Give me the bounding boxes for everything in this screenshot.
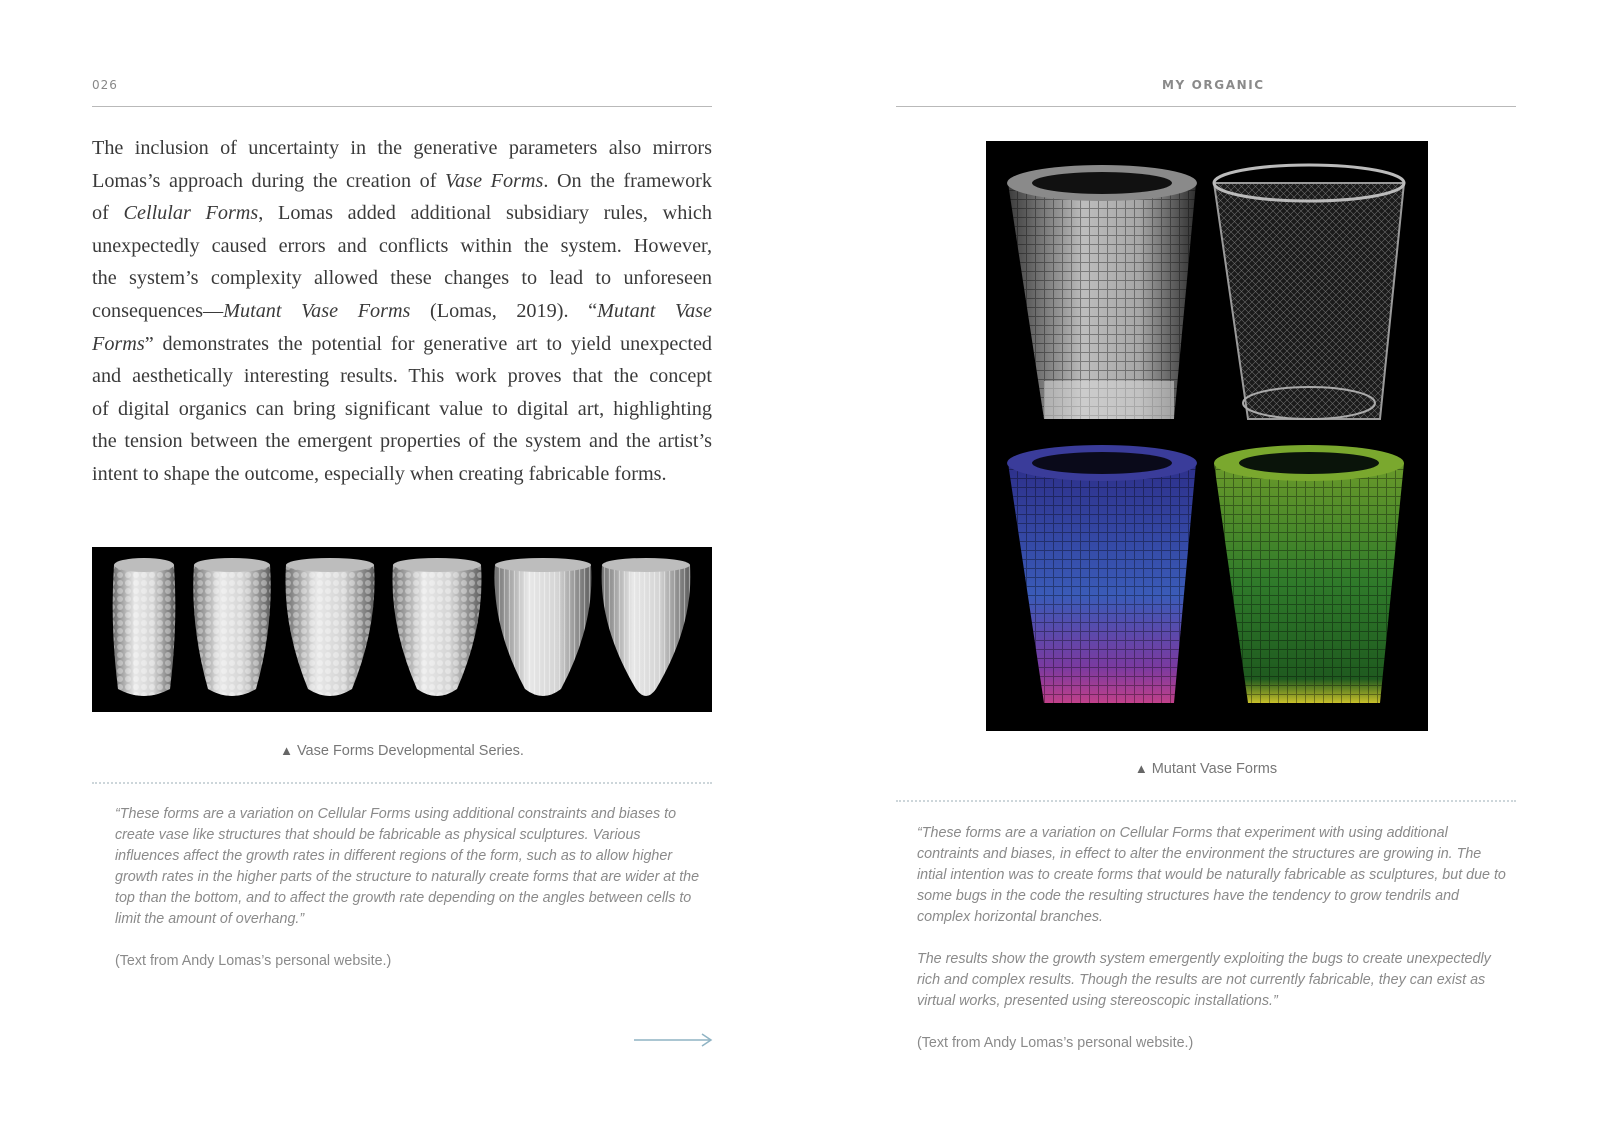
body-text-run: The inclusion of uncertainty in the generative parameters also mirrors	[92, 137, 712, 159]
quote-credit: (Text from Andy Lomas’s personal website.)	[917, 1035, 1194, 1051]
quote-credit: (Text from Andy Lomas’s personal website.)	[115, 953, 392, 969]
body-text-run: , Lomas added additional subsidiary rules, which	[258, 202, 712, 225]
italic-title: Cellular Forms	[123, 202, 259, 225]
vase-texture-5	[495, 565, 592, 696]
body-line	[92, 425, 712, 458]
dotted-separator	[92, 782, 712, 784]
body-line	[92, 262, 712, 295]
body-text-run: of digital organics can bring significant value to digital art, highlighting	[92, 397, 712, 420]
body-line	[92, 165, 712, 198]
italic-title: Vase Forms	[445, 169, 544, 192]
body-paragraph	[92, 132, 712, 491]
body-text-run: and aesthetically interesting results. This work proves that the concept	[92, 365, 712, 388]
vase-series-image	[92, 547, 712, 712]
caption-triangle-icon: ▲	[1134, 761, 1148, 776]
body-text-run: consequences—	[92, 299, 224, 322]
caption-triangle-icon: ▲	[280, 743, 293, 758]
mutant-vase-image	[986, 141, 1428, 731]
caption-text: Mutant Vase Forms	[1151, 761, 1278, 777]
vase-texture-1	[113, 565, 176, 696]
page-number: 026	[92, 78, 118, 92]
vase-rim-4	[393, 558, 481, 572]
body-line	[92, 458, 712, 491]
quote-text-para-1: “These forms are a variation on Cellular Forms that experiment with using additional contraints and biases, in effect to alter the environment the structures are growing in. The intial intention was to create forms that would be naturally fabricable as sculptures, but due to some bugs in the code the resulting structures have the tendency to grow tendrils and complex horizontal branches.	[917, 825, 1506, 925]
italic-title: Forms	[92, 332, 145, 355]
quote-block	[115, 804, 705, 972]
next-page-arrow-icon[interactable]	[632, 1030, 714, 1050]
vase-rim-6	[602, 558, 690, 572]
vase-texture-2	[193, 565, 270, 696]
header-rule	[896, 106, 1516, 107]
body-text-run: unexpectedly caused errors and conflicts within the system. However,	[92, 234, 712, 257]
mutant-vase-figure	[986, 141, 1428, 731]
body-line	[92, 328, 712, 361]
vase-rim-3	[286, 558, 374, 572]
vase-texture-3	[285, 565, 374, 696]
dotted-separator	[896, 800, 1516, 802]
body-text-run: . On the framework	[543, 169, 712, 192]
quote-text: “These forms are a variation on Cellular Forms using additional constraints and biases to create vase like structures that should be fabricable as physical sculptures. Various influences affect the growth rates in different regions of the form, such as to allow higher growth rates in the higher parts of the structure to naturally create forms that are wider at the top than the bottom, and to affect the growth rate depending on the angles between cells to limit the amount of overhang.”	[115, 806, 700, 927]
header-rule	[92, 106, 712, 107]
body-text-run: Lomas’s approach during the creation of	[92, 169, 446, 192]
body-line	[92, 295, 712, 328]
body-text-run: intent to shape the outcome, especially when creating fabricable forms.	[92, 462, 667, 485]
body-line	[92, 393, 712, 426]
vase-texture-6	[602, 565, 691, 696]
vase-forms-figure	[92, 547, 712, 712]
body-text-run: the tension between the emergent properties of the system and the artist’s	[92, 430, 712, 453]
body-text-run: (Lomas, 2019). “	[410, 299, 598, 322]
vase-rim-5	[495, 558, 591, 572]
italic-title: Mutant Vase	[597, 299, 712, 322]
vase-texture-4	[393, 565, 482, 696]
body-line	[92, 360, 712, 393]
body-line	[92, 230, 712, 263]
figure-caption	[92, 743, 712, 759]
body-line	[92, 197, 712, 230]
body-line	[92, 132, 712, 165]
vase-rim-2	[194, 558, 270, 572]
body-text-run: the system’s complexity allowed these changes to lead to unforeseen	[92, 267, 712, 290]
quote-text-para-2: The results show the growth system emergently exploiting the bugs to create unexpectedly rich and complex results. Though the results are not currently fabricable, they can exist as virtual works, presented using stereoscopic installations.”	[917, 951, 1491, 1009]
caption-text: Vase Forms Developmental Series.	[296, 743, 524, 759]
figure-caption	[896, 761, 1516, 777]
vase-rim-1	[114, 558, 174, 572]
body-text-run: of	[92, 202, 124, 225]
running-title: MY ORGANIC	[1162, 78, 1265, 92]
body-text-run: ” demonstrates the potential for generative art to yield unexpected	[144, 332, 712, 355]
italic-title: Mutant Vase Forms	[223, 299, 411, 322]
quote-block	[917, 823, 1507, 1054]
